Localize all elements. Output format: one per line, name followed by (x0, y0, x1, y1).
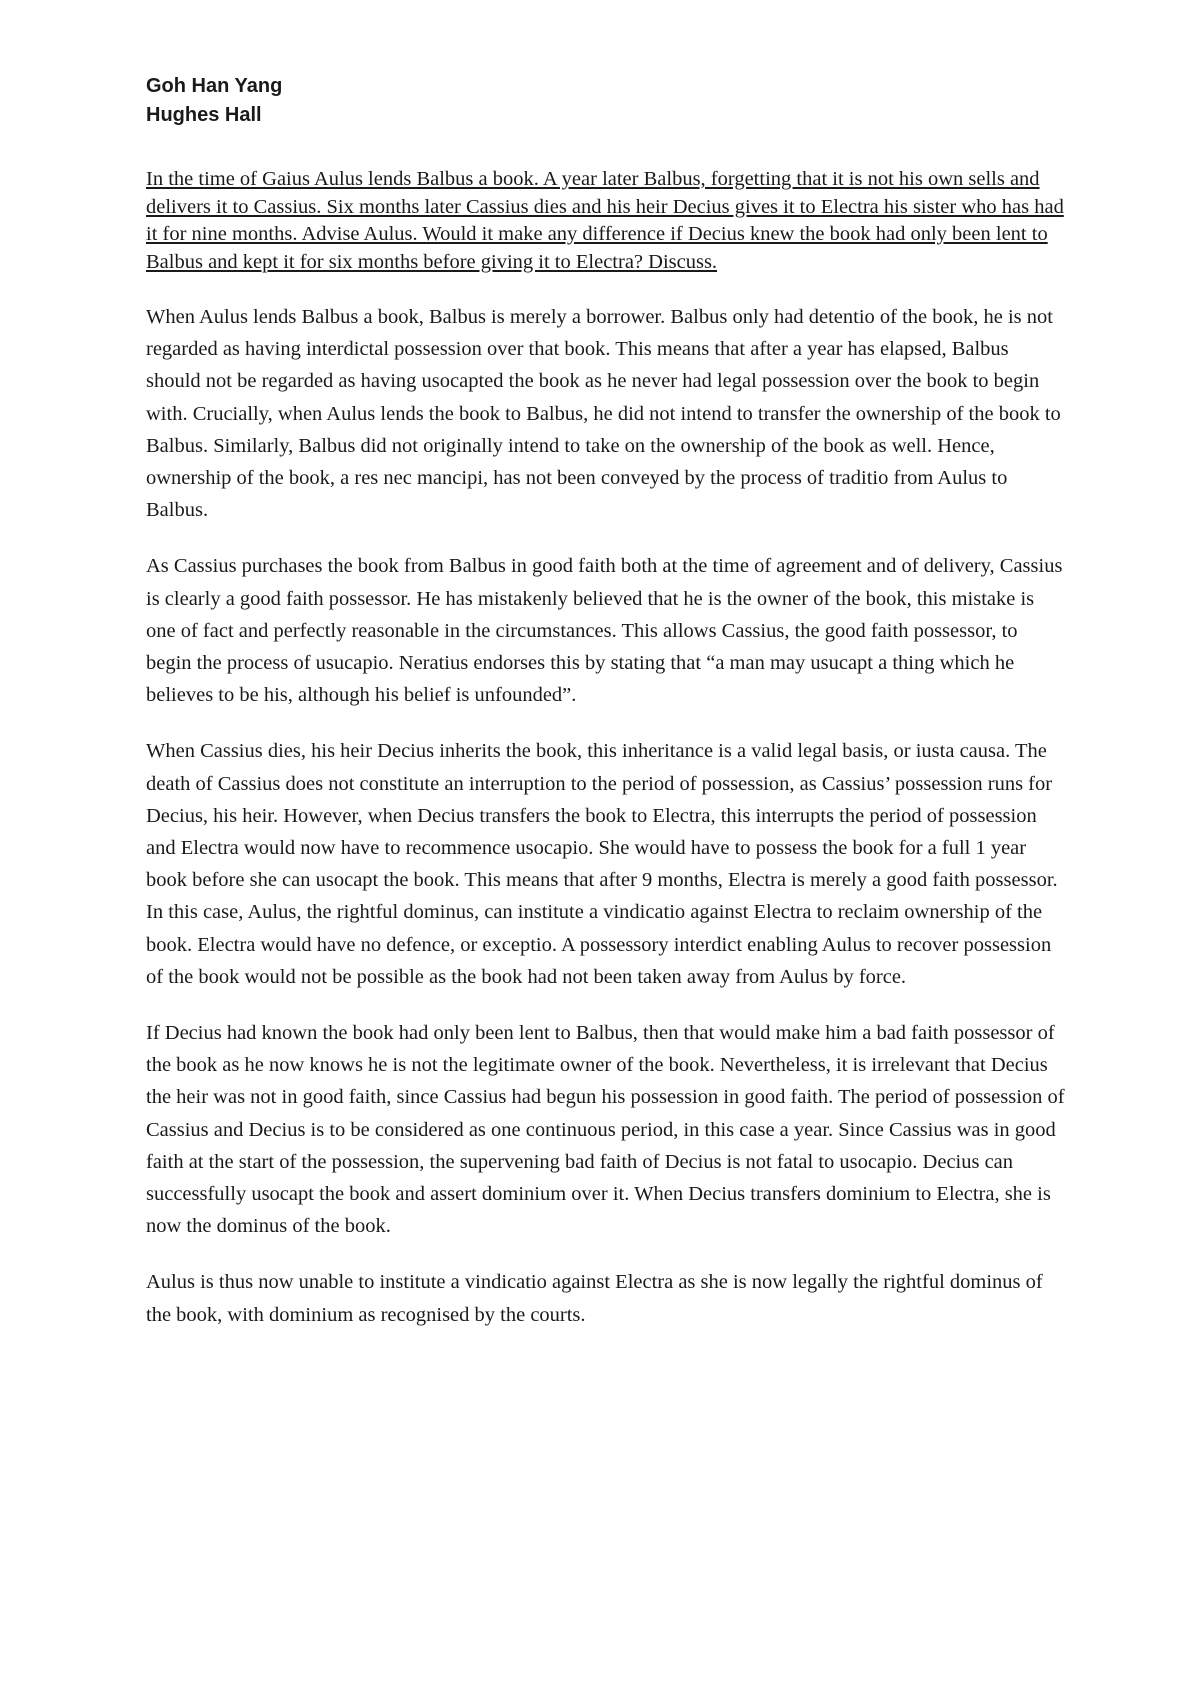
paragraph-conclusion: Aulus is thus now unable to institute a vindicatio against Electra as she is now legally the rightful dominus of the book, with dominium as recognised by the courts. (146, 1271, 1043, 1326)
paragraph-cassius-good-faith: As Cassius purchases the book from Balbus in good faith both at the time of agreement and of delivery, Cassius is clearly a good faith possessor. He has mistakenly believed that he is the owner of the book, this mistake is one of fact and perfectly reasonable in the circumstances. This allows Cassius, the good faith possessor, to begin the process of usucapio. Neratius endorses this by stating that “a man may usucapt a thing which he believes to be his, although his belief is unfounded”. (146, 555, 1063, 707)
paragraph-decius-inheritance: When Cassius dies, his heir Decius inherits the book, this inheritance is a valid legal basis, or iusta causa. The death of Cassius does not constitute an interruption to the period of possession, as Cassius’ possession runs for Decius, his heir. However, when Decius transfers the book to Electra, this interrupts the period of possession and Electra would now have to recommence usocapio. She would have to possess the book for a full 1 year book before she can usocapt the book. This means that after 9 months, Electra is merely a good faith possessor. In this case, Aulus, the rightful dominus, can institute a vindicatio against Electra to reclaim ownership of the book. Electra would have no defence, or exceptio. A possessory interdict enabling Aulus to recover possession of the book would not be possible as the book had not been taken away from Aulus by force. (146, 740, 1058, 988)
college-name: Hughes Hall (146, 104, 262, 126)
paragraph-borrower: When Aulus lends Balbus a book, Balbus is merely a borrower. Balbus only had detentio of the book, he is not regarded as having interdictal possession over that book. This means that after a year has elapsed, Balbus should not be regarded as having usocapted the book as he never had legal possession over the book to begin with. Crucially, when Aulus lends the book to Balbus, he did not intend to transfer the ownership of the book to Balbus. Similarly, Balbus did not originally intend to take on the ownership of the book as well. Hence, ownership of the book, a res nec mancipi, has not been conveyed by the process of traditio from Aulus to Balbus. (146, 306, 1061, 522)
essay-question: In the time of Gaius Aulus lends Balbus a book. A year later Balbus, forgetting that it is not his own sells and delivers it to Cassius. Six months later Cassius dies and his heir Decius gives it to Electra his sister who has had it for nine months. Advise Aulus. Would it make any difference if Decius knew the book had only been lent to Balbus and kept it for six months before giving it to Electra? Discuss. (146, 168, 1064, 273)
document-page (146, 72, 1066, 1331)
paragraph-decius-bad-faith: If Decius had known the book had only been lent to Balbus, then that would make him a bad faith possessor of the book as he now knows he is not the legitimate owner of the book. Nevertheless, it is irrelevant that Decius the heir was not in good faith, since Cassius had begun his possession in good faith. The period of possession of Cassius and Decius is to be considered as one continuous period, in this case a year. Since Cassius was in good faith at the start of the possession, the supervening bad faith of Decius is not fatal to usocapio. Decius can successfully usocapt the book and assert dominium over it. When Decius transfers dominium to Electra, she is now the dominus of the book. (146, 1022, 1065, 1238)
author-name: Goh Han Yang (146, 75, 283, 97)
